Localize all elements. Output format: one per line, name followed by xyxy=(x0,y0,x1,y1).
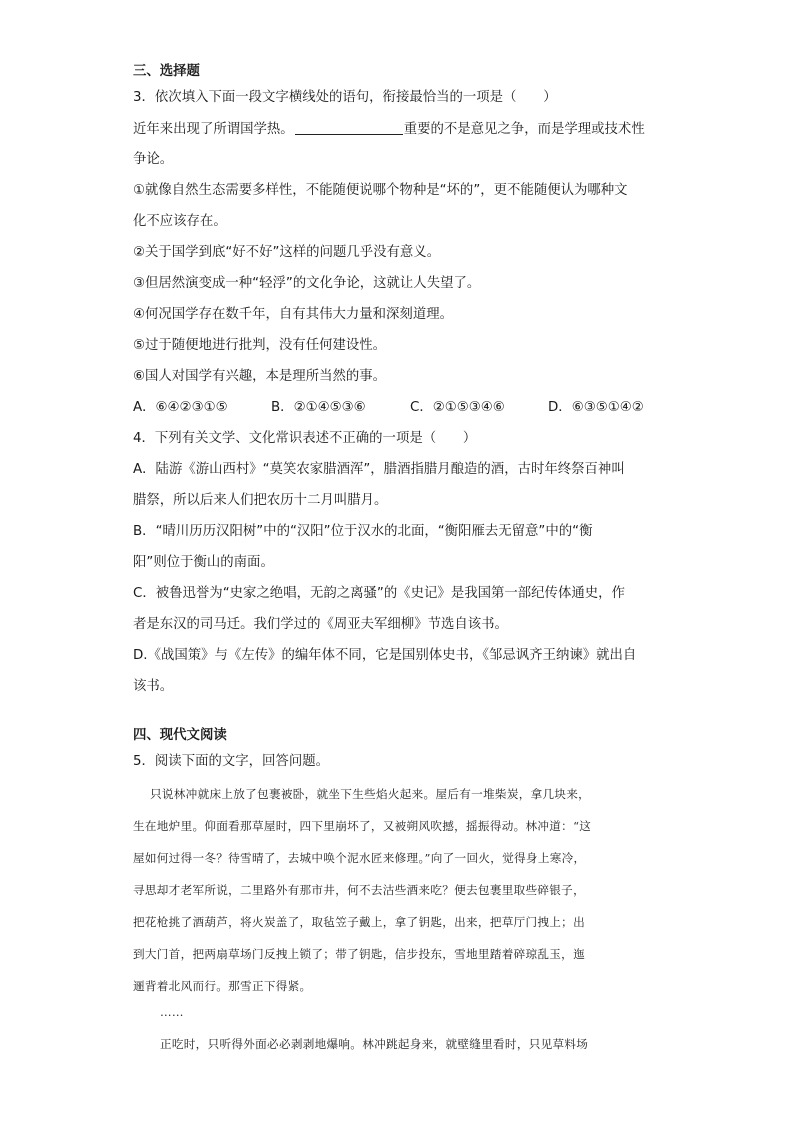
section-4-heading: 四、现代文阅读 xyxy=(133,728,227,743)
passage-line-3: 屋如何过得一冬？待雪晴了，去城中唤个泥水匠来修理。”向了一回火，觉得身上寒冷， xyxy=(133,851,586,865)
option-c: C．②①⑤③④⑥ xyxy=(410,400,505,415)
passage-line-6: 到大门首，把两扇草场门反拽上锁了；带了钥匙，信步投东，雪地里踏着碎琼乱玉，迤 xyxy=(133,947,585,961)
q4-option-a-line-2: 腊祭，所以后来人们把农历十二月叫腊月。 xyxy=(133,493,388,508)
sentence-5: ⑤过于随便地进行批判，没有任何建设性。 xyxy=(133,338,387,353)
question-3-stem: 3．依次填入下面一段文字横线处的语句，衔接最恰当的一项是（ ） xyxy=(133,90,557,105)
passage-line-4: 寻思却才老军所说，二里路外有那市井，何不去沽些酒来吃？便去包裹里取些碎银子， xyxy=(133,883,585,897)
sentence-2: ②关于国学到底“好不好”这样的问题几乎没有意义。 xyxy=(133,245,441,260)
q4-option-d-line-2: 该书。 xyxy=(133,679,174,694)
passage-ellipsis: …… xyxy=(160,1005,184,1019)
question-5-stem: 5．阅读下面的文字，回答问题。 xyxy=(133,754,329,769)
passage-line-2: 生在地炉里。仰面看那草屋时，四下里崩坏了，又被朔风吹撼，摇振得动。林冲道：“这 xyxy=(133,819,592,833)
passage-line-8: 正吃时，只听得外面必必剥剥地爆响。林冲跳起身来，就壁缝里看时，只见草料场 xyxy=(160,1037,589,1051)
sentence-4: ④何况国学存在数千年，自有其伟大力量和深刻道理。 xyxy=(133,307,453,322)
question-4-stem: 4．下列有关文学、文化常识表述不正确的一项是（ ） xyxy=(133,431,477,446)
sentence-1-line-2: 化不应该存在。 xyxy=(133,214,227,229)
q4-option-c-line-2: 者是东汉的司马迁。我们学过的《周亚夫军细柳》节选自该书。 xyxy=(133,617,508,632)
q4-option-c-line-1: C．被鲁迅誉为“史家之绝唱，无韵之离骚”的《史记》是我国第一部纪传体通史，作 xyxy=(133,586,625,601)
sentence-1-line-1: ①就像自然生态需要多样性，不能随便说哪个物种是“坏的”，更不能随便认为哪种文 xyxy=(133,183,628,198)
q4-option-b-line-1: B．“晴川历历汉阳树”中的“汉阳”位于汉水的北面，“衡阳雁去无留意”中的“衡 xyxy=(133,524,593,539)
q4-option-b-line-2: 阳”则位于衡山的南面。 xyxy=(133,555,274,570)
fill-blank xyxy=(295,120,403,135)
question-3-text-line-2: 争论。 xyxy=(133,152,174,167)
sentence-3: ③但居然演变成一种“轻浮”的文化争论，这就让人失望了。 xyxy=(133,276,481,291)
option-d: D．⑥③⑤①④② xyxy=(548,400,644,415)
passage-line-1: 只说林冲就床上放了包裹被卧，就坐下生些焰火起来。屋后有一堆柴炭，拿几块来， xyxy=(150,787,591,801)
section-3-heading: 三、选择题 xyxy=(133,64,200,79)
question-3-text-line-1 xyxy=(133,120,645,139)
passage-line-5: 把花枪挑了酒葫芦，将火炭盖了，取毡笠子戴上，拿了钥匙，出来，把草厅门拽上；出 xyxy=(133,915,585,929)
passage-line-7: 逦背着北风而行。那雪正下得紧。 xyxy=(133,979,312,993)
question-3-text-a: 近年来出现了所谓国学热。 xyxy=(133,122,294,137)
option-b: B．②①④⑤③⑥ xyxy=(271,400,366,415)
question-3-text-b: 重要的不是意见之争，而是学理或技术性 xyxy=(403,122,645,137)
q4-option-d-line-1: D.《战国策》与《左传》的编年体不同，它是国别体史书，《邹忌讽齐王纳谏》就出自 xyxy=(133,648,637,663)
sentence-6: ⑥国人对国学有兴趣，本是理所当然的事。 xyxy=(133,369,387,384)
q4-option-a-line-1: A．陆游《游山西村》“莫笑农家腊酒浑”，腊酒指腊月酿造的酒，古时年终祭百神叫 xyxy=(133,462,625,477)
option-a: A．⑥④②③①⑤ xyxy=(133,400,228,415)
